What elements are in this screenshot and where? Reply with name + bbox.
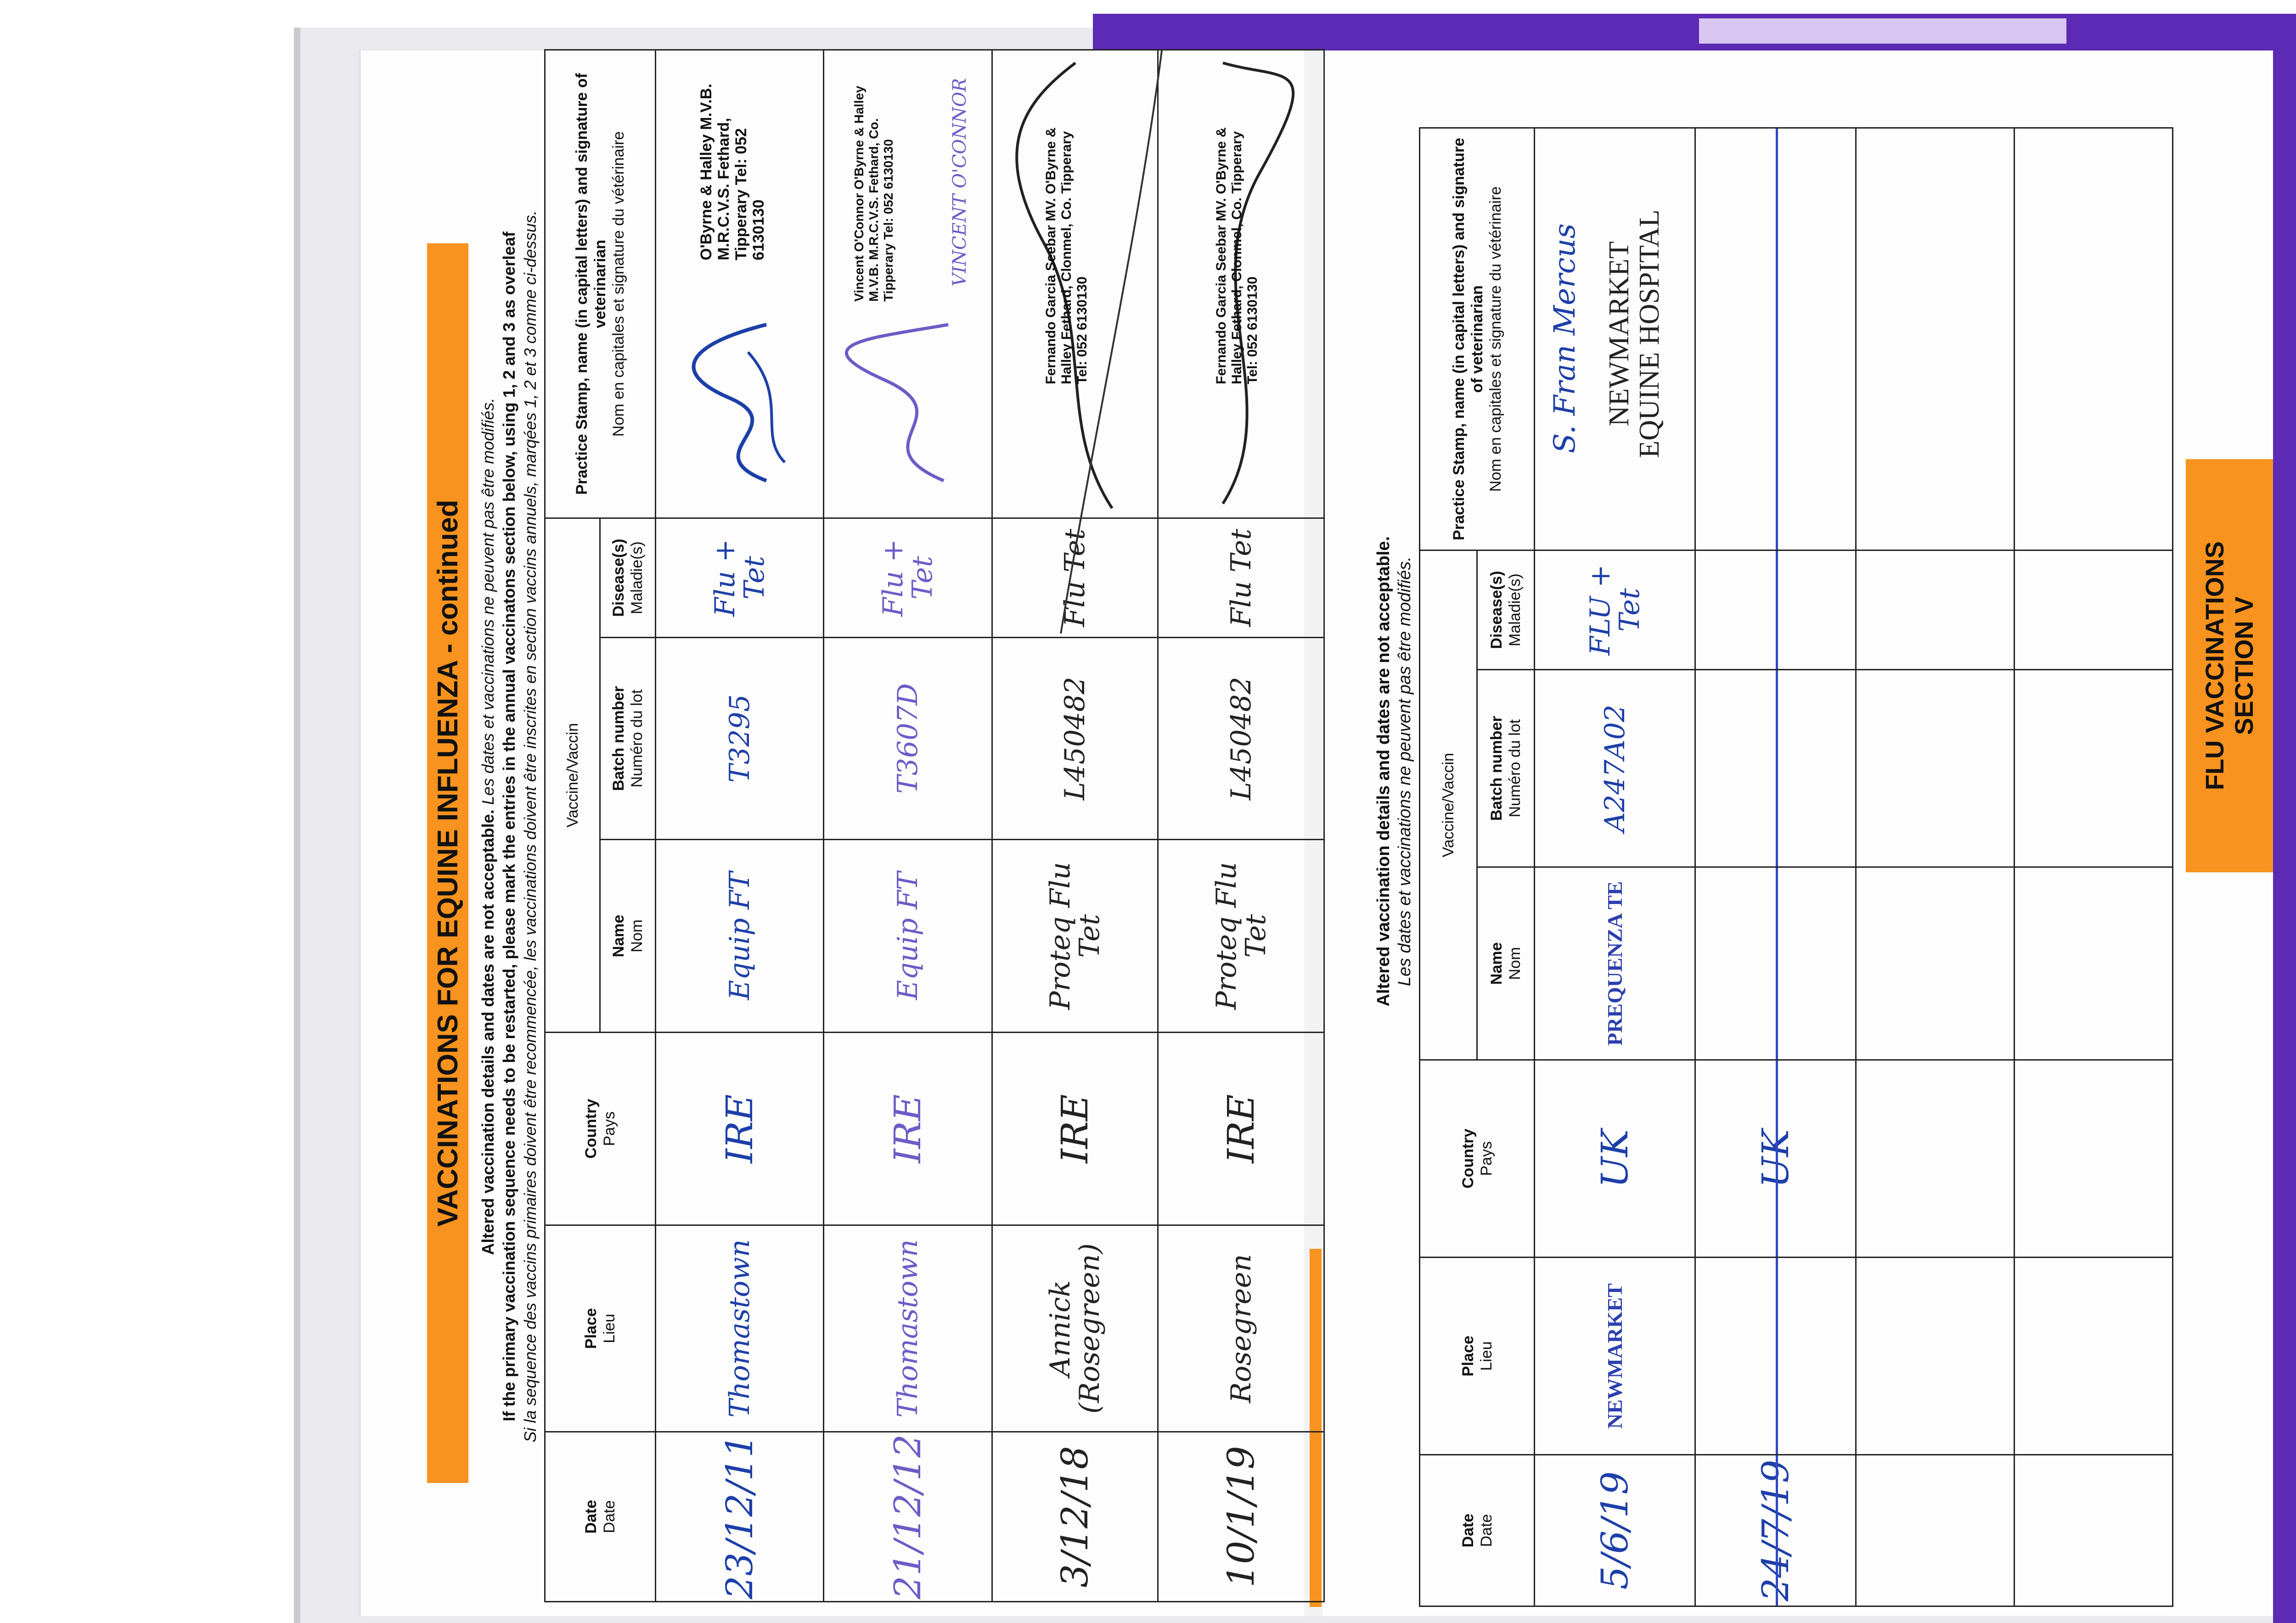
stamp-line-2: EQUINE HOSPITAL bbox=[1634, 209, 1665, 458]
row-vaccine-name: Proteq Flu Tet bbox=[1044, 862, 1106, 1010]
row-country: IRE bbox=[886, 1094, 929, 1163]
row-country bbox=[2015, 1061, 2172, 1257]
table-row bbox=[1158, 50, 1324, 1601]
practice-stamp bbox=[1604, 136, 1665, 531]
header-country: Country Pays bbox=[545, 1033, 656, 1225]
row-place: Thomastown bbox=[892, 1239, 924, 1418]
practice-stamp bbox=[2015, 129, 2172, 550]
strike-line bbox=[1776, 868, 1778, 1059]
row-disease: Flu + Tet bbox=[877, 539, 939, 617]
row-country: IRE bbox=[718, 1094, 761, 1163]
strike-line bbox=[1776, 551, 1778, 669]
row-date: 23/12/11 bbox=[718, 1434, 761, 1600]
header-name: Name Nom bbox=[1477, 867, 1535, 1060]
row-place: Annick (Rosegreen) bbox=[1044, 1243, 1106, 1414]
row-vaccine-name: Equip FT bbox=[892, 871, 924, 1000]
header-stamp: Practice Stamp, name (in capital letters) and signature of veterinarian Nom en capitales et signature du vétérinaire bbox=[1420, 128, 1535, 550]
row-disease: Flu Tet bbox=[1059, 528, 1092, 627]
section-label-band bbox=[2186, 459, 2273, 872]
row-country bbox=[1857, 1061, 2014, 1257]
strike-line bbox=[1776, 1455, 1778, 1606]
header-name: Name Nom bbox=[600, 840, 655, 1033]
header-place: Place Lieu bbox=[545, 1225, 656, 1432]
row-date: 3/12/18 bbox=[1053, 1446, 1097, 1588]
row-place bbox=[2015, 1258, 2172, 1454]
left-vaccination-table bbox=[544, 49, 1325, 1602]
header-batch: Batch number Numéro du lot bbox=[600, 638, 655, 840]
strike-line bbox=[1776, 670, 1778, 866]
header-place: Place Lieu bbox=[1420, 1258, 1535, 1455]
row-batch: L450482 bbox=[1225, 677, 1257, 800]
row-place: Thomastown bbox=[723, 1239, 756, 1418]
row-place: Rosegreen bbox=[1225, 1254, 1257, 1403]
table-row bbox=[655, 50, 824, 1601]
header-stamp: Practice Stamp, name (in capital letters) and signature of veterinarian Nom en capitales et signature du vétérinaire bbox=[545, 50, 656, 518]
note-en-2: If the primary vaccination sequence needs to be restarted, please mark the entries in the annual vaccinatons section below, using 1, 2 and 3 as overleaf bbox=[500, 231, 518, 1421]
row-disease: FLU + Tet bbox=[1584, 564, 1646, 656]
header-vaccine-group: Vaccine/Vaccin bbox=[545, 518, 600, 1032]
cover-highlight bbox=[1699, 18, 2066, 44]
note-en: Altered vaccination details and dates are not acceptable. bbox=[1374, 536, 1393, 1007]
table-row bbox=[1695, 128, 1856, 1606]
row-vaccine-name bbox=[1857, 868, 2014, 1059]
header-batch: Batch number Numéro du lot bbox=[1477, 670, 1535, 867]
strike-line bbox=[1776, 1061, 1778, 1257]
header-disease: Disease(s) Maladie(s) bbox=[600, 518, 655, 637]
practice-stamp: Fernando Garcia Seebar MV. O'Byrne & Halley Fethard, Clonmel, Co. Tipperary Tel: 052 6130130 bbox=[1043, 127, 1090, 384]
header-date: Date Date bbox=[545, 1432, 656, 1602]
row-place: NEWMARKET bbox=[1603, 1283, 1626, 1429]
row-country: IRE bbox=[1053, 1094, 1097, 1163]
row-batch: L450482 bbox=[1059, 677, 1092, 800]
row-date: 21/12/12 bbox=[886, 1434, 929, 1600]
row-date: 24/7/19 bbox=[1754, 1460, 1797, 1601]
section-label-1: FLU VACCINATIONS bbox=[2200, 541, 2229, 791]
header-country: Country Pays bbox=[1420, 1060, 1535, 1258]
header-date: Date Date bbox=[1420, 1455, 1535, 1606]
practice-stamp: Vincent O'Connor O'Byrne & Halley M.V.B. M.R.C.V.S. Fethard, Co. Tipperary Tel: 052 6130130 bbox=[852, 85, 896, 302]
purple-cover-side bbox=[2273, 14, 2296, 1623]
row-date: 10/1/19 bbox=[1219, 1446, 1262, 1588]
row-date bbox=[1857, 1455, 2014, 1606]
header-disease: Disease(s) Maladie(s) bbox=[1477, 550, 1535, 669]
table-row bbox=[2015, 128, 2173, 1606]
note-fr-2: Si la sequence des vaccins primaires doivent être recommencée, les vaccinations doivent être inscrites en section vaccins annuels, marqées 1, 2 et 3 comme ci-dessus. bbox=[521, 210, 540, 1443]
row-country: IRE bbox=[1219, 1094, 1262, 1163]
right-vaccination-table bbox=[1419, 127, 2173, 1607]
note-en-1: Altered vaccination details and dates are not acceptable. bbox=[478, 809, 497, 1255]
signature-scribble bbox=[843, 315, 971, 490]
header-vaccine-group: Vaccine/Vaccin bbox=[1420, 550, 1477, 1060]
row-vaccine-name bbox=[2015, 868, 2172, 1059]
pen-stroke bbox=[1056, 46, 1166, 643]
strike-line bbox=[1776, 1258, 1778, 1454]
row-batch bbox=[1857, 670, 2014, 866]
left-page-notes bbox=[478, 51, 541, 1602]
row-date: 5/6/19 bbox=[1593, 1471, 1636, 1590]
row-country: UK bbox=[1593, 1129, 1636, 1188]
note-fr: Les dates et vaccinations ne peuvent pas être modifiés. bbox=[1395, 556, 1414, 986]
section-label-2: SECTION V bbox=[2229, 596, 2258, 735]
signature-text: S. Fran Mercus bbox=[1548, 223, 1582, 454]
signature-scribble bbox=[675, 315, 803, 490]
row-disease: Flu Tet bbox=[1225, 528, 1257, 627]
row-batch bbox=[2015, 670, 2172, 866]
row-vaccine-name: Equip FT bbox=[723, 871, 756, 1000]
row-date bbox=[2015, 1455, 2172, 1606]
stamp-line-1: NEWMARKET bbox=[1604, 241, 1635, 427]
practice-stamp bbox=[1857, 129, 2014, 550]
row-vaccine-name: PREQUENZA TE bbox=[1603, 881, 1626, 1046]
right-page-content bbox=[1374, 46, 2273, 1607]
practice-stamp: O'Byrne & Halley M.V.B. M.R.C.V.S. Fethard, Tipperary Tel: 052 6130130 bbox=[697, 84, 767, 260]
row-vaccine-name: Proteq Flu Tet bbox=[1210, 862, 1272, 1010]
row-disease bbox=[1857, 551, 2014, 669]
left-page-content bbox=[427, 51, 1327, 1602]
right-page-notes bbox=[1373, 60, 1415, 1483]
table-row bbox=[1856, 128, 2015, 1606]
row-batch: T3295 bbox=[723, 694, 756, 783]
left-page-title: VACCINATIONS FOR EQUINE INFLUENZA - continued bbox=[432, 500, 464, 1227]
row-batch: A247A02 bbox=[1598, 704, 1631, 832]
row-country: UK bbox=[1754, 1129, 1797, 1188]
left-page-title-band bbox=[427, 243, 468, 1483]
row-disease: Flu + Tet bbox=[709, 539, 771, 617]
row-disease bbox=[2015, 551, 2172, 669]
practice-stamp: Fernando Garcia Seebar MV. O'Byrne & Halley Fethard, Clonmel, Co. Tipperary Tel: 052 6130130 bbox=[1214, 127, 1261, 384]
note-fr-1: Les dates et vaccinations ne peuvent pas être modifiés. bbox=[478, 398, 497, 805]
table-row bbox=[824, 50, 992, 1601]
table-row bbox=[1535, 128, 1695, 1606]
row-place bbox=[1857, 1258, 2014, 1454]
row-batch: T3607D bbox=[892, 683, 924, 794]
signature-text: VINCENT O'CONNOR bbox=[949, 78, 971, 286]
strike-line bbox=[1776, 129, 1778, 550]
